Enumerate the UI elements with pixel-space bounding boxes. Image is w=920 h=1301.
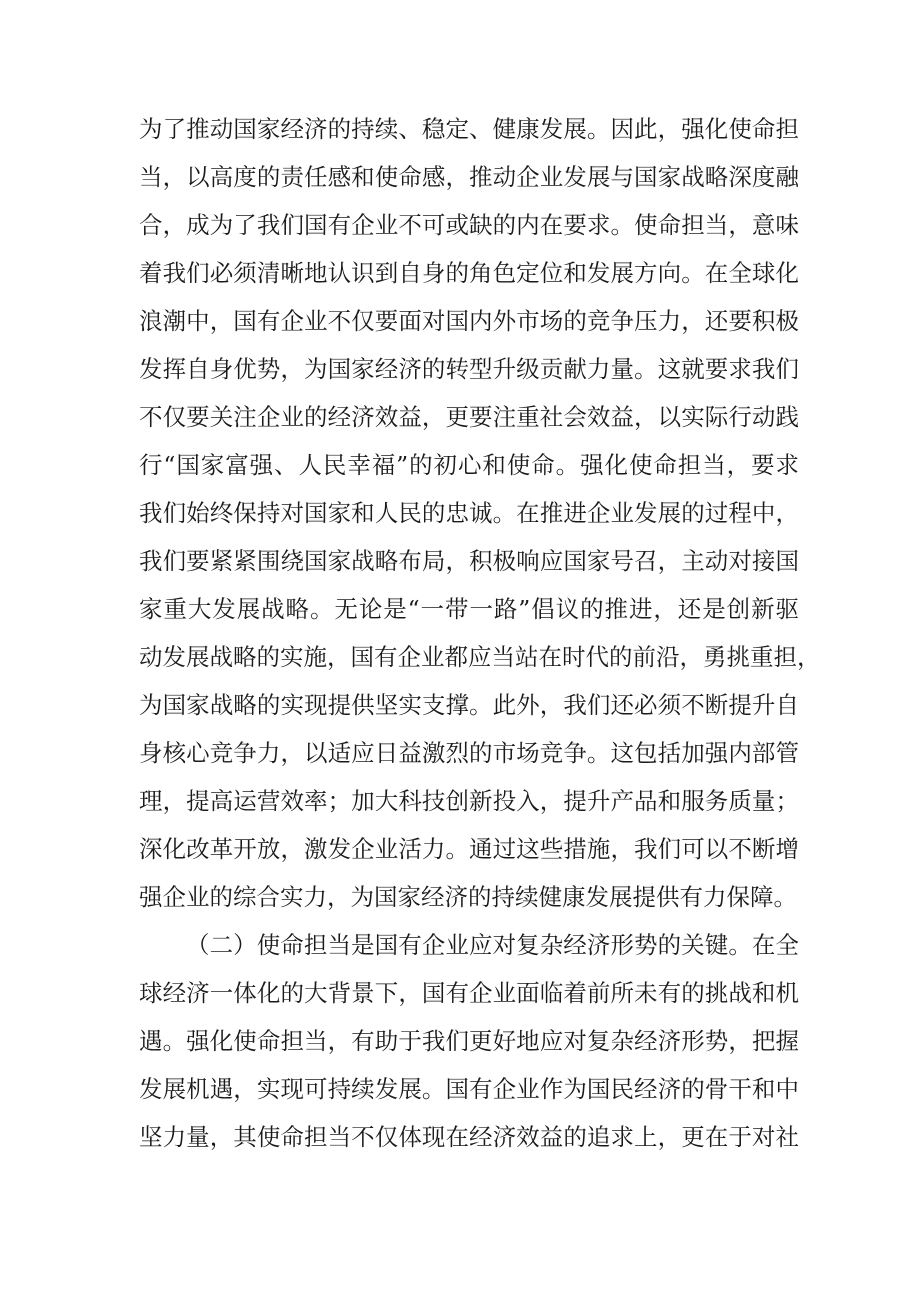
text-line-6: 发挥自身优势，为国家经济的转型升级贡献力量。这就要求我们 [139, 355, 799, 383]
text-line-22: 坚力量，其使命担当不仅体现在经济效益的追求上，更在于对社 [139, 1123, 799, 1151]
text-line-8: 行“国家富强、人民幸福”的初心和使命。强化使命担当，要求 [139, 451, 799, 479]
text-line-5: 浪潮中，国有企业不仅要面对国内外市场的竞争压力，还要积极 [139, 307, 799, 335]
text-line-17: 强企业的综合实力，为国家经济的持续健康发展提供有力保障。 [139, 883, 797, 911]
text-line-15: 理，提高运营效率；加大科技创新投入，提升产品和服务质量； [139, 787, 799, 815]
text-line-9: 我们始终保持对国家和人民的忠诚。在推进企业发展的过程中， [139, 499, 799, 527]
text-line-12: 动发展战略的实施，国有企业都应当站在时代的前沿，勇挑重担， [139, 643, 821, 671]
text-line-13: 为国家战略的实现提供坚实支撑。此外，我们还必须不断提升自 [139, 691, 799, 719]
text-line-19: 球经济一体化的大背景下，国有企业面临着前所未有的挑战和机 [139, 979, 799, 1007]
text-line-1: 为了推动国家经济的持续、稳定、健康发展。因此，强化使命担 [139, 115, 799, 143]
text-line-3: 合，成为了我们国有企业不可或缺的内在要求。使命担当，意味 [139, 211, 799, 239]
text-line-2: 当，以高度的责任感和使命感，推动企业发展与国家战略深度融 [139, 163, 799, 191]
text-line-10: 我们要紧紧围绕国家战略布局，积极响应国家号召，主动对接国 [139, 547, 799, 575]
text-line-14: 身核心竞争力，以适应日益激烈的市场竞争。这包括加强内部管 [139, 739, 799, 767]
text-line-7: 不仅要关注企业的经济效益，更要注重社会效益，以实际行动践 [139, 403, 799, 431]
text-line-21: 发展机遇，实现可持续发展。国有企业作为国民经济的骨干和中 [139, 1075, 799, 1103]
section-heading-line: （二）使命担当是国有企业应对复杂经济形势的关键。在全 [186, 931, 799, 959]
text-line-4: 着我们必须清晰地认识到自身的角色定位和发展方向。在全球化 [139, 259, 799, 287]
text-line-11: 家重大发展战略。无论是“一带一路”倡议的推进，还是创新驱 [139, 595, 799, 623]
text-line-20: 遇。强化使命担当，有助于我们更好地应对复杂经济形势，把握 [139, 1027, 799, 1055]
text-line-16: 深化改革开放，激发企业活力。通过这些措施，我们可以不断增 [139, 835, 799, 863]
